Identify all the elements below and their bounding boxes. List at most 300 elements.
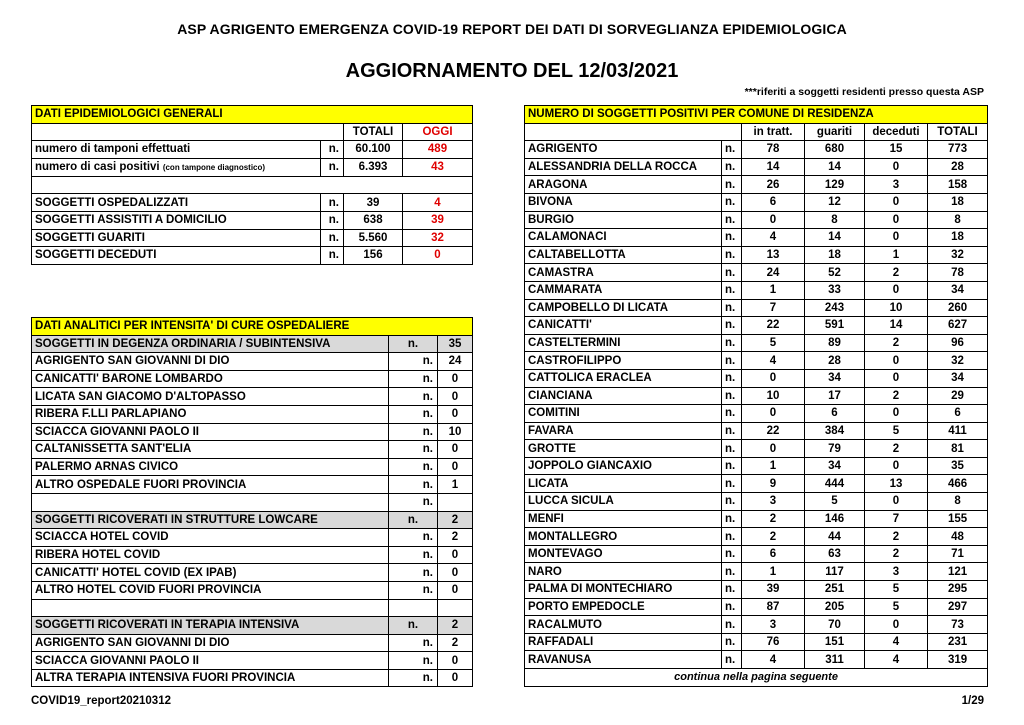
today-value: 0 bbox=[403, 247, 473, 265]
column-header: TOTALI bbox=[928, 123, 988, 141]
column-header: deceduti bbox=[865, 123, 928, 141]
comuni-positivi-table bbox=[524, 105, 988, 687]
row-label-note: (con tampone diagnostico) bbox=[162, 162, 266, 172]
deceased-value: 0 bbox=[865, 158, 928, 176]
comune-row bbox=[525, 633, 988, 651]
recovered-value: 52 bbox=[805, 264, 865, 282]
row-label-text: numero di tamponi effettuati bbox=[35, 143, 191, 156]
unit-cell: n. bbox=[722, 176, 742, 194]
comune-name: MENFI bbox=[525, 510, 722, 528]
recovered-value: 384 bbox=[805, 422, 865, 440]
table-row bbox=[32, 458, 473, 476]
comune-row bbox=[525, 281, 988, 299]
group-row bbox=[32, 617, 473, 635]
unit-cell: n. bbox=[389, 511, 438, 529]
total-value: 121 bbox=[928, 563, 988, 581]
row-label: CANICATTI' BARONE LOMBARDO bbox=[32, 370, 389, 388]
table-row bbox=[32, 564, 473, 582]
unit-cell: n. bbox=[389, 546, 438, 564]
value-cell: 0 bbox=[438, 564, 473, 582]
deceased-value: 2 bbox=[865, 334, 928, 352]
total-value: 29 bbox=[928, 387, 988, 405]
total-value: 8 bbox=[928, 211, 988, 229]
general-header-row bbox=[32, 123, 473, 141]
unit-cell: n. bbox=[389, 634, 438, 652]
in-treatment-value: 78 bbox=[742, 141, 805, 159]
comuni-title-row bbox=[525, 106, 988, 124]
comune-row bbox=[525, 598, 988, 616]
unit-cell: n. bbox=[722, 334, 742, 352]
row-label bbox=[32, 493, 389, 511]
recovered-value: 14 bbox=[805, 229, 865, 247]
in-treatment-value: 1 bbox=[742, 281, 805, 299]
deceased-value: 2 bbox=[865, 545, 928, 563]
recovered-value: 70 bbox=[805, 616, 865, 634]
total-value: 158 bbox=[928, 176, 988, 194]
deceased-value: 0 bbox=[865, 369, 928, 387]
in-treatment-value: 2 bbox=[742, 528, 805, 546]
table-row bbox=[32, 158, 473, 176]
unit-cell: n. bbox=[321, 194, 344, 212]
comune-name: NARO bbox=[525, 563, 722, 581]
table-row bbox=[32, 581, 473, 599]
recovered-value: 44 bbox=[805, 528, 865, 546]
table-row bbox=[32, 476, 473, 494]
unit-cell: n. bbox=[389, 564, 438, 582]
total-value: 638 bbox=[344, 211, 403, 229]
unit-cell: n. bbox=[389, 581, 438, 599]
comune-row bbox=[525, 211, 988, 229]
value-cell: 10 bbox=[438, 423, 473, 441]
row-label: SOGGETTI RICOVERATI IN STRUTTURE LOWCARE bbox=[32, 511, 389, 529]
row-label: ALTRA TERAPIA INTENSIVA FUORI PROVINCIA bbox=[32, 669, 389, 687]
recovered-value: 18 bbox=[805, 246, 865, 264]
in-treatment-value: 0 bbox=[742, 211, 805, 229]
unit-cell: n. bbox=[321, 141, 344, 159]
value-cell: 0 bbox=[438, 669, 473, 687]
in-treatment-value: 13 bbox=[742, 246, 805, 264]
row-label: SCIACCA GIOVANNI PAOLO II bbox=[32, 423, 389, 441]
total-value: 5.560 bbox=[344, 229, 403, 247]
in-treatment-value: 3 bbox=[742, 493, 805, 511]
in-treatment-value: 4 bbox=[742, 229, 805, 247]
in-treatment-value: 24 bbox=[742, 264, 805, 282]
in-treatment-value: 7 bbox=[742, 299, 805, 317]
value-cell: 2 bbox=[438, 529, 473, 547]
total-value: 6.393 bbox=[344, 158, 403, 176]
in-treatment-value: 76 bbox=[742, 633, 805, 651]
deceased-value: 5 bbox=[865, 598, 928, 616]
row-label: AGRIGENTO SAN GIOVANNI DI DIO bbox=[32, 634, 389, 652]
comune-name: FAVARA bbox=[525, 422, 722, 440]
comune-name: RAVANUSA bbox=[525, 651, 722, 669]
value-cell: 1 bbox=[438, 476, 473, 494]
unit-cell: n. bbox=[722, 352, 742, 370]
hospital-data-table bbox=[31, 317, 473, 687]
group-row bbox=[32, 335, 473, 353]
comune-name: CALTABELLOTTA bbox=[525, 246, 722, 264]
deceased-value: 4 bbox=[865, 633, 928, 651]
report-filename: COVID19_report20210312 bbox=[31, 695, 171, 707]
deceased-value: 3 bbox=[865, 176, 928, 194]
deceased-value: 0 bbox=[865, 616, 928, 634]
unit-cell: n. bbox=[722, 299, 742, 317]
deceased-value: 0 bbox=[865, 352, 928, 370]
deceased-value: 0 bbox=[865, 211, 928, 229]
recovered-value: 146 bbox=[805, 510, 865, 528]
recovered-value: 33 bbox=[805, 281, 865, 299]
unit-cell: n. bbox=[389, 617, 438, 635]
deceased-value: 0 bbox=[865, 457, 928, 475]
comune-row bbox=[525, 193, 988, 211]
total-value: 297 bbox=[928, 598, 988, 616]
recovered-value: 251 bbox=[805, 581, 865, 599]
table-row bbox=[32, 529, 473, 547]
recovered-value: 205 bbox=[805, 598, 865, 616]
comune-name: CIANCIANA bbox=[525, 387, 722, 405]
comune-row bbox=[525, 299, 988, 317]
today-value: 32 bbox=[403, 229, 473, 247]
comune-row bbox=[525, 581, 988, 599]
table-row bbox=[32, 634, 473, 652]
unit-cell: n. bbox=[722, 264, 742, 282]
recovered-value: 79 bbox=[805, 440, 865, 458]
section-title: DATI ANALITICI PER INTENSITA' DI CURE OSPEDALIERE bbox=[32, 318, 473, 336]
today-value: 4 bbox=[403, 194, 473, 212]
recovered-value: 28 bbox=[805, 352, 865, 370]
value-cell: 0 bbox=[438, 652, 473, 670]
total-value: 627 bbox=[928, 317, 988, 335]
unit-cell: n. bbox=[722, 457, 742, 475]
in-treatment-value: 5 bbox=[742, 334, 805, 352]
comune-name: LICATA bbox=[525, 475, 722, 493]
value-cell bbox=[438, 493, 473, 511]
deceased-value: 10 bbox=[865, 299, 928, 317]
section-title: DATI EPIDEMIOLOGICI GENERALI bbox=[32, 106, 473, 124]
deceased-value: 0 bbox=[865, 405, 928, 423]
value-cell bbox=[438, 599, 473, 617]
comune-name: COMITINI bbox=[525, 405, 722, 423]
recovered-value: 17 bbox=[805, 387, 865, 405]
row-label bbox=[32, 194, 321, 212]
total-value: 18 bbox=[928, 193, 988, 211]
recovered-value: 591 bbox=[805, 317, 865, 335]
value-cell: 24 bbox=[438, 353, 473, 371]
empty-cell bbox=[525, 123, 742, 141]
recovered-value: 89 bbox=[805, 334, 865, 352]
table-row bbox=[32, 211, 473, 229]
spacer-row bbox=[32, 176, 473, 194]
unit-cell: n. bbox=[722, 440, 742, 458]
row-label: SOGGETTI IN DEGENZA ORDINARIA / SUBINTENSIVA bbox=[32, 335, 389, 353]
value-cell: 2 bbox=[438, 511, 473, 529]
deceased-value: 7 bbox=[865, 510, 928, 528]
in-treatment-value: 1 bbox=[742, 457, 805, 475]
unit-cell: n. bbox=[321, 229, 344, 247]
recovered-value: 14 bbox=[805, 158, 865, 176]
comune-row bbox=[525, 334, 988, 352]
column-header: TOTALI bbox=[344, 123, 403, 141]
total-value: 156 bbox=[344, 247, 403, 265]
comune-row bbox=[525, 141, 988, 159]
deceased-value: 2 bbox=[865, 387, 928, 405]
in-treatment-value: 14 bbox=[742, 158, 805, 176]
comune-name: MONTALLEGRO bbox=[525, 528, 722, 546]
comune-row bbox=[525, 405, 988, 423]
column-header: OGGI bbox=[403, 123, 473, 141]
row-label-text: SOGGETTI OSPEDALIZZATI bbox=[35, 196, 189, 209]
unit-cell: n. bbox=[722, 651, 742, 669]
unit-cell: n. bbox=[321, 158, 344, 176]
row-label: AGRIGENTO SAN GIOVANNI DI DIO bbox=[32, 353, 389, 371]
unit-cell: n. bbox=[722, 493, 742, 511]
group-row bbox=[32, 511, 473, 529]
unit-cell: n. bbox=[389, 441, 438, 459]
table-row bbox=[32, 247, 473, 265]
table-row bbox=[32, 546, 473, 564]
unit-cell: n. bbox=[389, 353, 438, 371]
row-label: ALTRO HOTEL COVID FUORI PROVINCIA bbox=[32, 581, 389, 599]
recovered-value: 6 bbox=[805, 405, 865, 423]
comune-name: BIVONA bbox=[525, 193, 722, 211]
value-cell: 0 bbox=[438, 441, 473, 459]
comune-row bbox=[525, 651, 988, 669]
unit-cell: n. bbox=[722, 563, 742, 581]
unit-cell: n. bbox=[722, 246, 742, 264]
row-label-text: SOGGETTI ASSISTITI A DOMICILIO bbox=[35, 214, 227, 227]
comune-row bbox=[525, 616, 988, 634]
recovered-value: 680 bbox=[805, 141, 865, 159]
column-header: in tratt. bbox=[742, 123, 805, 141]
comune-row bbox=[525, 457, 988, 475]
deceased-value: 0 bbox=[865, 193, 928, 211]
unit-cell: n. bbox=[389, 335, 438, 353]
recovered-value: 63 bbox=[805, 545, 865, 563]
unit-cell: n. bbox=[389, 476, 438, 494]
unit-cell: n. bbox=[389, 652, 438, 670]
comune-name: CATTOLICA ERACLEA bbox=[525, 369, 722, 387]
unit-cell: n. bbox=[722, 598, 742, 616]
comune-name: ALESSANDRIA DELLA ROCCA bbox=[525, 158, 722, 176]
deceased-value: 4 bbox=[865, 651, 928, 669]
in-treatment-value: 2 bbox=[742, 510, 805, 528]
empty-cell bbox=[32, 123, 344, 141]
total-value: 466 bbox=[928, 475, 988, 493]
comune-row bbox=[525, 493, 988, 511]
comune-name: JOPPOLO GIANCAXIO bbox=[525, 457, 722, 475]
section-title: NUMERO DI SOGGETTI POSITIVI PER COMUNE DI RESIDENZA bbox=[525, 106, 988, 124]
unit-cell bbox=[389, 599, 438, 617]
table-row bbox=[32, 441, 473, 459]
table-row bbox=[32, 388, 473, 406]
unit-cell: n. bbox=[722, 387, 742, 405]
total-value: 81 bbox=[928, 440, 988, 458]
total-value: 32 bbox=[928, 352, 988, 370]
recovered-value: 243 bbox=[805, 299, 865, 317]
row-label: RIBERA F.LLI PARLAPIANO bbox=[32, 405, 389, 423]
update-date-title: AGGIORNAMENTO DEL 12/03/2021 bbox=[345, 60, 679, 82]
comune-row bbox=[525, 369, 988, 387]
row-label-text: SOGGETTI GUARITI bbox=[35, 231, 145, 244]
comune-row bbox=[525, 158, 988, 176]
row-label bbox=[32, 141, 321, 159]
comune-name: PORTO EMPEDOCLE bbox=[525, 598, 722, 616]
deceased-value: 13 bbox=[865, 475, 928, 493]
table-row bbox=[32, 405, 473, 423]
in-treatment-value: 22 bbox=[742, 317, 805, 335]
value-cell: 0 bbox=[438, 388, 473, 406]
hospital-title-row bbox=[32, 318, 473, 336]
row-label-text: numero di casi positivi bbox=[35, 160, 163, 173]
unit-cell: n. bbox=[722, 229, 742, 247]
unit-cell: n. bbox=[722, 281, 742, 299]
unit-cell: n. bbox=[389, 529, 438, 547]
total-value: 295 bbox=[928, 581, 988, 599]
total-value: 773 bbox=[928, 141, 988, 159]
row-label-text: SOGGETTI DECEDUTI bbox=[35, 249, 157, 262]
unit-cell: n. bbox=[722, 141, 742, 159]
comune-row bbox=[525, 229, 988, 247]
value-cell: 0 bbox=[438, 405, 473, 423]
unit-cell: n. bbox=[389, 669, 438, 687]
total-value: 34 bbox=[928, 369, 988, 387]
total-value: 78 bbox=[928, 264, 988, 282]
comune-row bbox=[525, 563, 988, 581]
recovered-value: 151 bbox=[805, 633, 865, 651]
comune-name: CANICATTI' bbox=[525, 317, 722, 335]
today-value: 43 bbox=[403, 158, 473, 176]
value-cell: 2 bbox=[438, 617, 473, 635]
comune-row bbox=[525, 246, 988, 264]
comune-name: AGRIGENTO bbox=[525, 141, 722, 159]
unit-cell: n. bbox=[722, 193, 742, 211]
in-treatment-value: 9 bbox=[742, 475, 805, 493]
row-label: SCIACCA HOTEL COVID bbox=[32, 529, 389, 547]
value-cell: 0 bbox=[438, 370, 473, 388]
total-value: 48 bbox=[928, 528, 988, 546]
unit-cell: n. bbox=[722, 158, 742, 176]
total-value: 32 bbox=[928, 246, 988, 264]
deceased-value: 14 bbox=[865, 317, 928, 335]
unit-cell: n. bbox=[722, 616, 742, 634]
value-cell: 35 bbox=[438, 335, 473, 353]
page-number: 1/29 bbox=[961, 695, 984, 707]
recovered-value: 444 bbox=[805, 475, 865, 493]
continue-row bbox=[525, 669, 988, 687]
comune-row bbox=[525, 352, 988, 370]
deceased-value: 2 bbox=[865, 440, 928, 458]
unit-cell: n. bbox=[722, 317, 742, 335]
unit-cell: n. bbox=[722, 528, 742, 546]
deceased-value: 15 bbox=[865, 141, 928, 159]
row-label bbox=[32, 229, 321, 247]
in-treatment-value: 1 bbox=[742, 563, 805, 581]
comune-name: CAMPOBELLO DI LICATA bbox=[525, 299, 722, 317]
total-value: 18 bbox=[928, 229, 988, 247]
row-label: CANICATTI' HOTEL COVID (EX IPAB) bbox=[32, 564, 389, 582]
recovered-value: 12 bbox=[805, 193, 865, 211]
row-label: PALERMO ARNAS CIVICO bbox=[32, 458, 389, 476]
today-value: 489 bbox=[403, 141, 473, 159]
comune-name: CAMMARATA bbox=[525, 281, 722, 299]
comune-name: CAMASTRA bbox=[525, 264, 722, 282]
unit-cell: n. bbox=[722, 633, 742, 651]
comune-name: RACALMUTO bbox=[525, 616, 722, 634]
in-treatment-value: 3 bbox=[742, 616, 805, 634]
comune-row bbox=[525, 264, 988, 282]
total-value: 6 bbox=[928, 405, 988, 423]
recovered-value: 5 bbox=[805, 493, 865, 511]
comune-name: CASTELTERMINI bbox=[525, 334, 722, 352]
unit-cell: n. bbox=[722, 581, 742, 599]
value-cell: 0 bbox=[438, 581, 473, 599]
row-label: ALTRO OSPEDALE FUORI PROVINCIA bbox=[32, 476, 389, 494]
unit-cell: n. bbox=[389, 423, 438, 441]
in-treatment-value: 22 bbox=[742, 422, 805, 440]
comune-row bbox=[525, 545, 988, 563]
comune-name: GROTTE bbox=[525, 440, 722, 458]
total-value: 71 bbox=[928, 545, 988, 563]
today-value: 39 bbox=[403, 211, 473, 229]
deceased-value: 5 bbox=[865, 581, 928, 599]
total-value: 35 bbox=[928, 457, 988, 475]
recovered-value: 34 bbox=[805, 457, 865, 475]
recovered-value: 117 bbox=[805, 563, 865, 581]
in-treatment-value: 0 bbox=[742, 440, 805, 458]
recovered-value: 8 bbox=[805, 211, 865, 229]
comune-name: MONTEVAGO bbox=[525, 545, 722, 563]
total-value: 60.100 bbox=[344, 141, 403, 159]
table-row bbox=[32, 599, 473, 617]
comune-row bbox=[525, 422, 988, 440]
comune-name: PALMA DI MONTECHIARO bbox=[525, 581, 722, 599]
empty-cell bbox=[32, 176, 473, 194]
total-value: 260 bbox=[928, 299, 988, 317]
table-row bbox=[32, 652, 473, 670]
in-treatment-value: 10 bbox=[742, 387, 805, 405]
deceased-value: 2 bbox=[865, 264, 928, 282]
in-treatment-value: 4 bbox=[742, 651, 805, 669]
total-value: 34 bbox=[928, 281, 988, 299]
deceased-value: 3 bbox=[865, 563, 928, 581]
table-row bbox=[32, 141, 473, 159]
unit-cell: n. bbox=[321, 211, 344, 229]
total-value: 155 bbox=[928, 510, 988, 528]
unit-cell: n. bbox=[321, 247, 344, 265]
unit-cell: n. bbox=[722, 510, 742, 528]
in-treatment-value: 6 bbox=[742, 193, 805, 211]
unit-cell: n. bbox=[389, 493, 438, 511]
total-value: 8 bbox=[928, 493, 988, 511]
unit-cell: n. bbox=[389, 370, 438, 388]
deceased-value: 5 bbox=[865, 422, 928, 440]
comune-name: LUCCA SICULA bbox=[525, 493, 722, 511]
row-label bbox=[32, 247, 321, 265]
total-value: 96 bbox=[928, 334, 988, 352]
comune-row bbox=[525, 176, 988, 194]
in-treatment-value: 6 bbox=[742, 545, 805, 563]
comune-row bbox=[525, 528, 988, 546]
in-treatment-value: 0 bbox=[742, 405, 805, 423]
table-row bbox=[32, 493, 473, 511]
in-treatment-value: 26 bbox=[742, 176, 805, 194]
table-row bbox=[32, 370, 473, 388]
total-value: 319 bbox=[928, 651, 988, 669]
unit-cell: n. bbox=[722, 211, 742, 229]
table-row bbox=[32, 423, 473, 441]
deceased-value: 1 bbox=[865, 246, 928, 264]
table-row bbox=[32, 669, 473, 687]
